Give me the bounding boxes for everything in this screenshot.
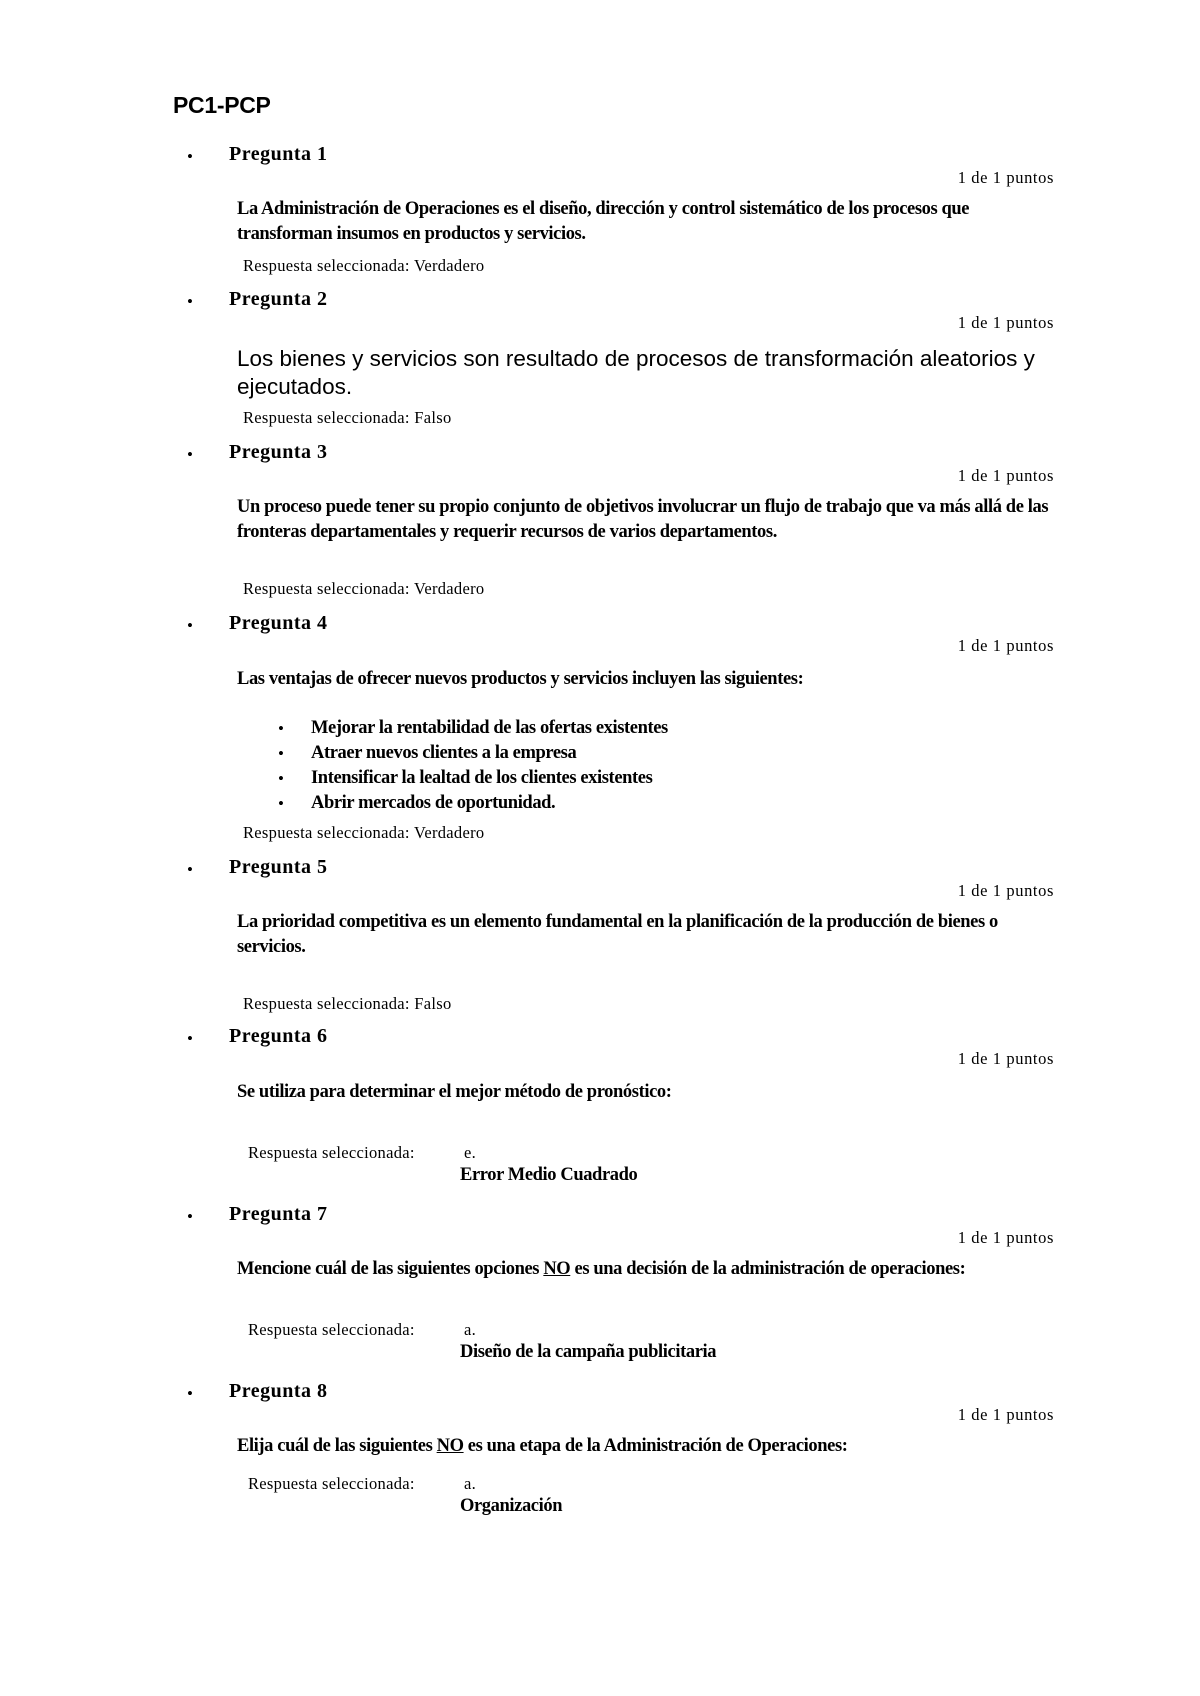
answer-option: Diseño de la campaña publicitaria	[460, 1342, 717, 1362]
question-text	[237, 1434, 1057, 1459]
question-text-part: Mencione cuál de las siguientes opciones	[237, 1259, 544, 1279]
bullet-icon: •	[187, 445, 193, 464]
question-score: 1 de 1 puntos	[957, 168, 1054, 187]
question-score: 1 de 1 puntos	[957, 1405, 1054, 1424]
answer-label: Respuesta seleccionada:	[243, 579, 410, 598]
selected-answer	[243, 408, 452, 428]
answer-label: Respuesta seleccionada:	[248, 1320, 415, 1339]
question-text: La prioridad competitiva es un elemento fundamental en la planificación de la producción de bienes o servicios.	[237, 912, 998, 957]
answer-label: Respuesta seleccionada:	[248, 1474, 415, 1493]
question-heading: Pregunta 4	[229, 612, 328, 634]
question-heading: Pregunta 2	[229, 288, 328, 310]
question-heading: Pregunta 3	[229, 441, 328, 463]
question-score: 1 de 1 puntos	[957, 1228, 1054, 1247]
selected-answer	[243, 579, 484, 599]
question-heading: Pregunta 8	[229, 1380, 328, 1402]
question-text: Un proceso puede tener su propio conjunto de objetivos involucrar un flujo de trabajo que va más allá de las fronteras departamentales y requerir recursos de varios departamentos.	[237, 497, 1049, 542]
question-heading: Pregunta 6	[229, 1025, 328, 1047]
answer-option: Error Medio Cuadrado	[460, 1165, 638, 1185]
answer-value: Falso	[414, 994, 452, 1013]
advantages-list	[278, 716, 668, 816]
bullet-icon: •	[187, 147, 193, 166]
question-heading: Pregunta 1	[229, 143, 328, 165]
selected-answer	[248, 1143, 476, 1163]
bullet-icon: •	[187, 1207, 193, 1226]
bullet-icon: •	[187, 860, 193, 879]
answer-value: Verdadero	[413, 579, 485, 598]
selected-answer	[243, 823, 484, 843]
list-item: • Intensificar la lealtad de los clientes existentes	[278, 766, 668, 791]
selected-answer	[243, 256, 484, 276]
question-heading: Pregunta 5	[229, 856, 328, 878]
bullet-icon: •	[187, 1029, 193, 1048]
answer-letter: a.	[464, 1320, 477, 1339]
question-text-part: Elija cuál de las siguientes	[237, 1436, 437, 1456]
answer-label: Respuesta seleccionada:	[243, 408, 410, 427]
page-title: PC1-PCP	[173, 92, 271, 118]
selected-answer	[248, 1474, 476, 1494]
question-text: Las ventajas de ofrecer nuevos productos y servicios incluyen las siguientes:	[237, 669, 804, 689]
bullet-icon: •	[187, 292, 193, 311]
question-heading: Pregunta 7	[229, 1203, 328, 1225]
question-text: Se utiliza para determinar el mejor método de pronóstico:	[237, 1082, 672, 1102]
list-item: • Mejorar la rentabilidad de las ofertas existentes	[278, 716, 668, 741]
answer-letter: e.	[464, 1143, 477, 1162]
answer-value: Verdadero	[413, 823, 485, 842]
question-text-part: es una decisión de la administración de operaciones:	[570, 1259, 966, 1279]
answer-label: Respuesta seleccionada:	[243, 823, 410, 842]
list-item: • Atraer nuevos clientes a la empresa	[278, 741, 668, 766]
answer-label: Respuesta seleccionada:	[248, 1143, 415, 1162]
answer-value: Verdadero	[413, 256, 485, 275]
question-text-emphasis: NO	[436, 1436, 464, 1456]
question-text	[237, 1257, 1057, 1282]
answer-letter: a.	[464, 1474, 477, 1493]
question-text-part: es una etapa de la Administración de Operaciones:	[463, 1436, 848, 1456]
answer-label: Respuesta seleccionada:	[243, 256, 410, 275]
answer-label: Respuesta seleccionada:	[243, 994, 410, 1013]
question-score: 1 de 1 puntos	[957, 636, 1054, 655]
bullet-icon: •	[187, 1384, 193, 1403]
question-text-emphasis: NO	[543, 1259, 571, 1279]
list-item: • Abrir mercados de oportunidad.	[278, 791, 668, 816]
question-score: 1 de 1 puntos	[957, 313, 1054, 332]
question-score: 1 de 1 puntos	[957, 1049, 1054, 1068]
selected-answer	[243, 994, 452, 1014]
question-text: Los bienes y servicios son resultado de procesos de transformación aleatorios y ejecutados.	[237, 346, 1035, 399]
question-score: 1 de 1 puntos	[957, 881, 1054, 900]
bullet-icon: •	[187, 616, 193, 635]
answer-option: Organización	[460, 1496, 563, 1516]
question-score: 1 de 1 puntos	[957, 466, 1054, 485]
answer-value: Falso	[414, 408, 452, 427]
selected-answer	[248, 1320, 476, 1340]
question-text: La Administración de Operaciones es el diseño, dirección y control sistemático de los procesos que transforman insumos en productos y servicios.	[237, 199, 970, 244]
